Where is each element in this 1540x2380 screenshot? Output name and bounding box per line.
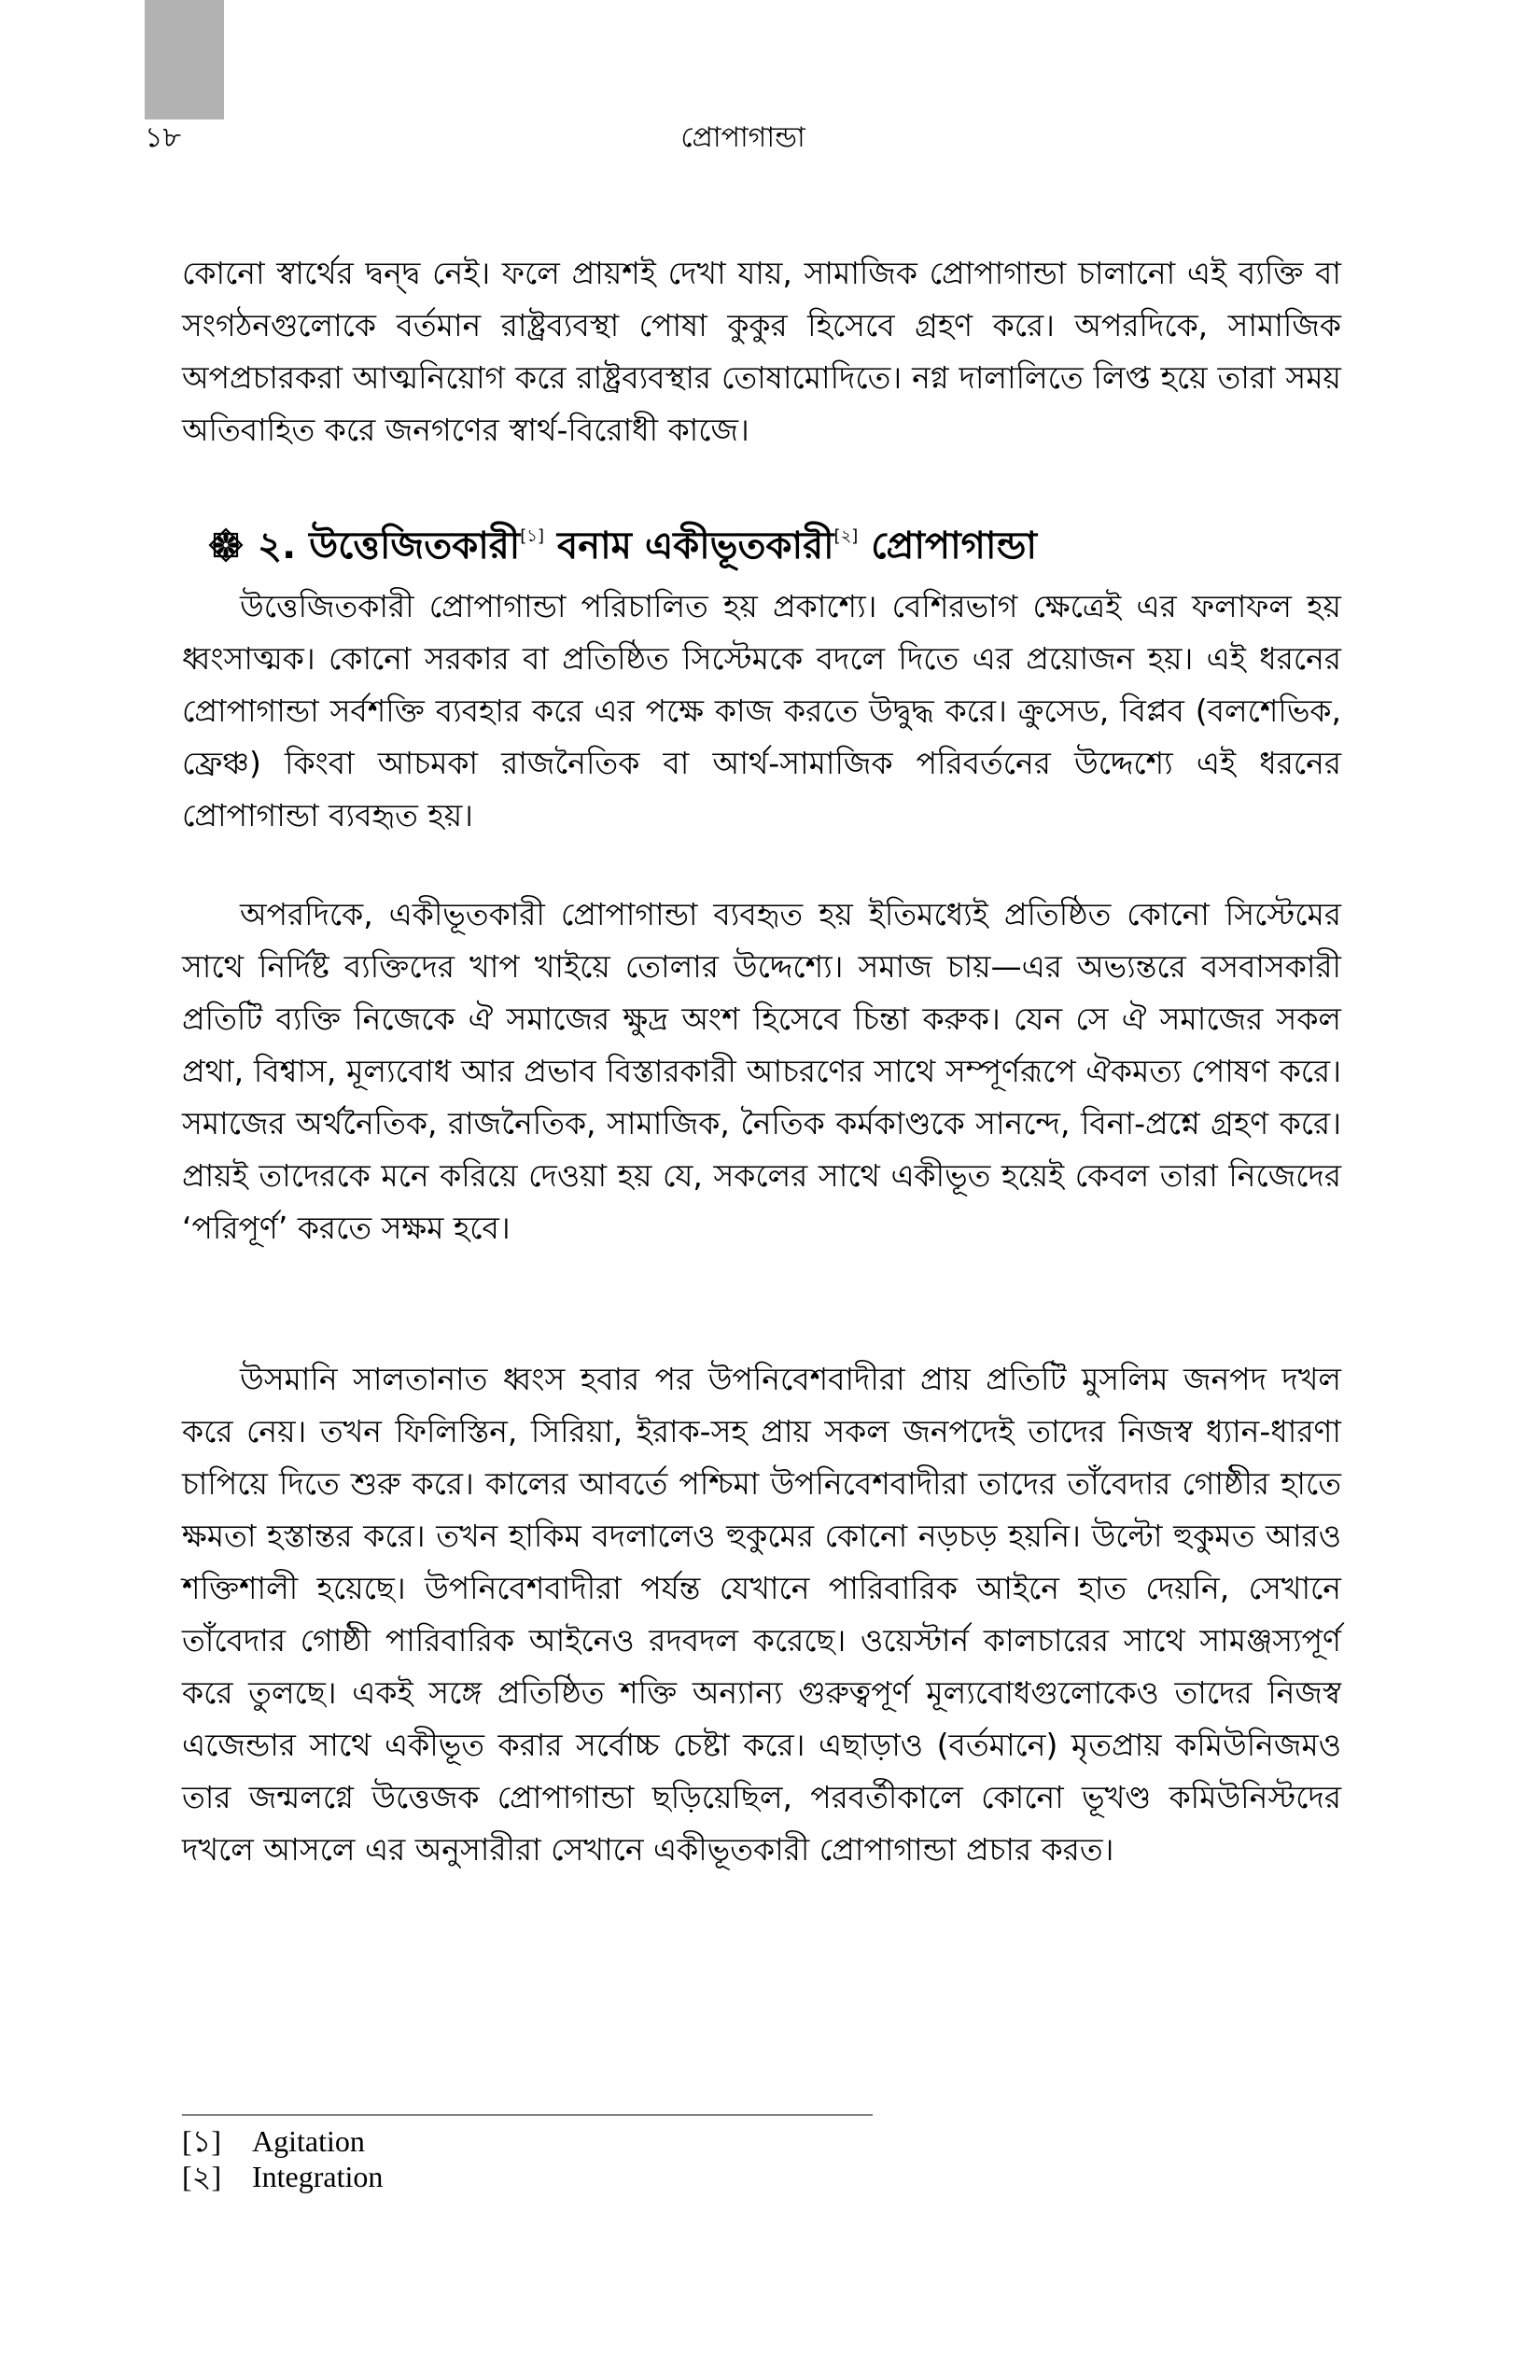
heading-term-propaganda: প্রোপাগান্ডা — [871, 525, 1038, 567]
footnote-text: Integration — [252, 2160, 384, 2193]
paragraph-2: উত্তেজিতকারী প্রোপাগান্ডা পরিচালিত হয় প্রকাশ্যে। বেশিরভাগ ক্ষেত্রেই এর ফলাফল হয় ধ্বংসাত্মক। কোনো সরকার বা প্রতিষ্ঠিত সিস্টেমকে বদলে দিতে এর প্রয়োজন হয়। এই ধরনের প্রোপাগান্ডা সর্বশক্তি ব্যবহার করে এর পক্ষে কাজ করতে উদ্বুদ্ধ করে। ক্রুসেড, বিপ্লব (বলশেভিক, ফ্রেঞ্চ) কিংবা আচমকা রাজনৈতিক বা আর্থ-সামাজিক পরিবর্তনের উদ্দেশ্যে এই ধরনের প্রোপাগান্ডা ব্যবহৃত হয়। — [182, 588, 1341, 833]
footnote-divider — [182, 2114, 873, 2116]
page-number: ১৮ — [145, 121, 181, 154]
heading-term-integration: একীভূতকারী — [644, 525, 834, 567]
footnote-ref-1[interactable]: [১] — [520, 526, 544, 546]
paragraph-4: উসমানি সালতানাত ধ্বংস হবার পর উপনিবেশবাদীরা প্রায় প্রতিটি মুসলিম জনপদ দখল করে নেয়। তখন ফিলিস্তিন, সিরিয়া, ইরাক-সহ প্রায় সকল জনপদেই তাদের নিজস্ব ধ্যান-ধারণা চাপিয়ে দিতে শুরু করে। কালের আবর্তে পশ্চিমা উপনিবেশবাদীরা তাদের তাঁবেদার গোষ্ঠীর হাতে ক্ষমতা হস্তান্তর করে। তখন হাকিম বদলালেও হুকুমের কোনো নড়চড় হয়নি। উল্টো হুকুমত আরও শক্তিশালী হয়েছে। উপনিবেশবাদীরা পর্যন্ত যেখানে পারিবারিক আইনে হাত দেয়নি, সেখানে তাঁবেদার গোষ্ঠী পারিবারিক আইনেও রদবদল করেছে। ওয়েস্টার্ন কালচারের সাথে সামঞ্জস্যপূর্ণ করে তুলছে। একই সঙ্গে প্রতিষ্ঠিত শক্তি অন্যান্য গুরুত্বপূর্ণ মূল্যবোধগুলোকেও তাদের নিজস্ব এজেন্ডার সাথে একীভূত করার সর্বোচ্চ চেষ্টা করে। এছাড়াও (বর্তমানে) মৃতপ্রায় কমিউনিজমও তার জন্মলগ্নে উত্তেজক প্রোপাগান্ডা ছড়িয়েছিল, পরবর্তীকালে কোনো ভূখণ্ড কমিউনিস্টদের দখলে আসলে এর অনুসারীরা সেখানে একীভূতকারী প্রোপাগান্ডা প্রচার করত। — [182, 1361, 1342, 1868]
octagram-flower-icon — [207, 524, 245, 561]
running-header — [145, 119, 1341, 157]
paragraph-4-block — [182, 1353, 1341, 1876]
section-heading — [207, 518, 1341, 574]
footnote-ref-2[interactable]: [২] — [833, 526, 859, 546]
paragraph-1: কোনো স্বার্থের দ্বন্দ্ব নেই। ফলে প্রায়শই দেখা যায়, সামাজিক প্রোপাগান্ডা চালানো এই ব্যক্তি বা সংগঠনগুলোকে বর্তমান রাষ্ট্রব্যবস্থা পোষা কুকুর হিসেবে গ্রহণ করে। অপরদিকে, সামাজিক অপপ্রচারকরা আত্মনিয়োগ করে রাষ্ট্রব্যবস্থার তোষামোদিতে। নগ্ন দালালিতে লিপ্ত হয়ে তারা সময় অতিবাহিত করে জনগণের স্বার্থ-বিরোধী কাজে। — [182, 255, 1341, 448]
footnotes — [182, 2123, 383, 2194]
footnote-mark: [২] — [182, 2160, 222, 2193]
heading-connector: বনাম — [556, 525, 632, 567]
page-tab-marker — [145, 0, 224, 119]
paragraph-1-block — [182, 247, 1341, 456]
footnote-item — [182, 2123, 383, 2159]
footnote-text: Agitation — [252, 2124, 365, 2158]
running-title: প্রোপাগান্ডা — [680, 121, 805, 154]
heading-number: ২. — [258, 525, 297, 567]
paragraph-2-block — [182, 581, 1341, 842]
paragraph-3-block — [182, 889, 1341, 1254]
footnote-mark: [১] — [182, 2124, 222, 2158]
footnote-item — [182, 2159, 383, 2194]
heading-term-agitation: উত্তেজিতকারী — [309, 525, 521, 567]
paragraph-3: অপরদিকে, একীভূতকারী প্রোপাগান্ডা ব্যবহৃত হয় ইতিমধ্যেই প্রতিষ্ঠিত কোনো সিস্টেমের সাথে নির্দিষ্ট ব্যক্তিদের খাপ খাইয়ে তোলার উদ্দেশ্যে। সমাজ চায়—এর অভ্যন্তরে বসবাসকারী প্রতিটি ব্যক্তি নিজেকে ঐ সমাজের ক্ষুদ্র অংশ হিসেবে চিন্তা করুক। যেন সে ঐ সমাজের সকল প্রথা, বিশ্বাস, মূল্যবোধ আর প্রভাব বিস্তারকারী আচরণের সাথে সম্পূর্ণরূপে ঐকমত্য পোষণ করে। সমাজের অর্থনৈতিক, রাজনৈতিক, সামাজিক, নৈতিক কর্মকাণ্ডকে সানন্দে, বিনা-প্রশ্নে গ্রহণ করে। প্রায়ই তাদেরকে মনে করিয়ে দেওয়া হয় যে, সকলের সাথে একীভূত হয়েই কেবল তারা নিজেদের ‘পরিপূর্ণ’ করতে সক্ষম হবে। — [182, 896, 1341, 1246]
